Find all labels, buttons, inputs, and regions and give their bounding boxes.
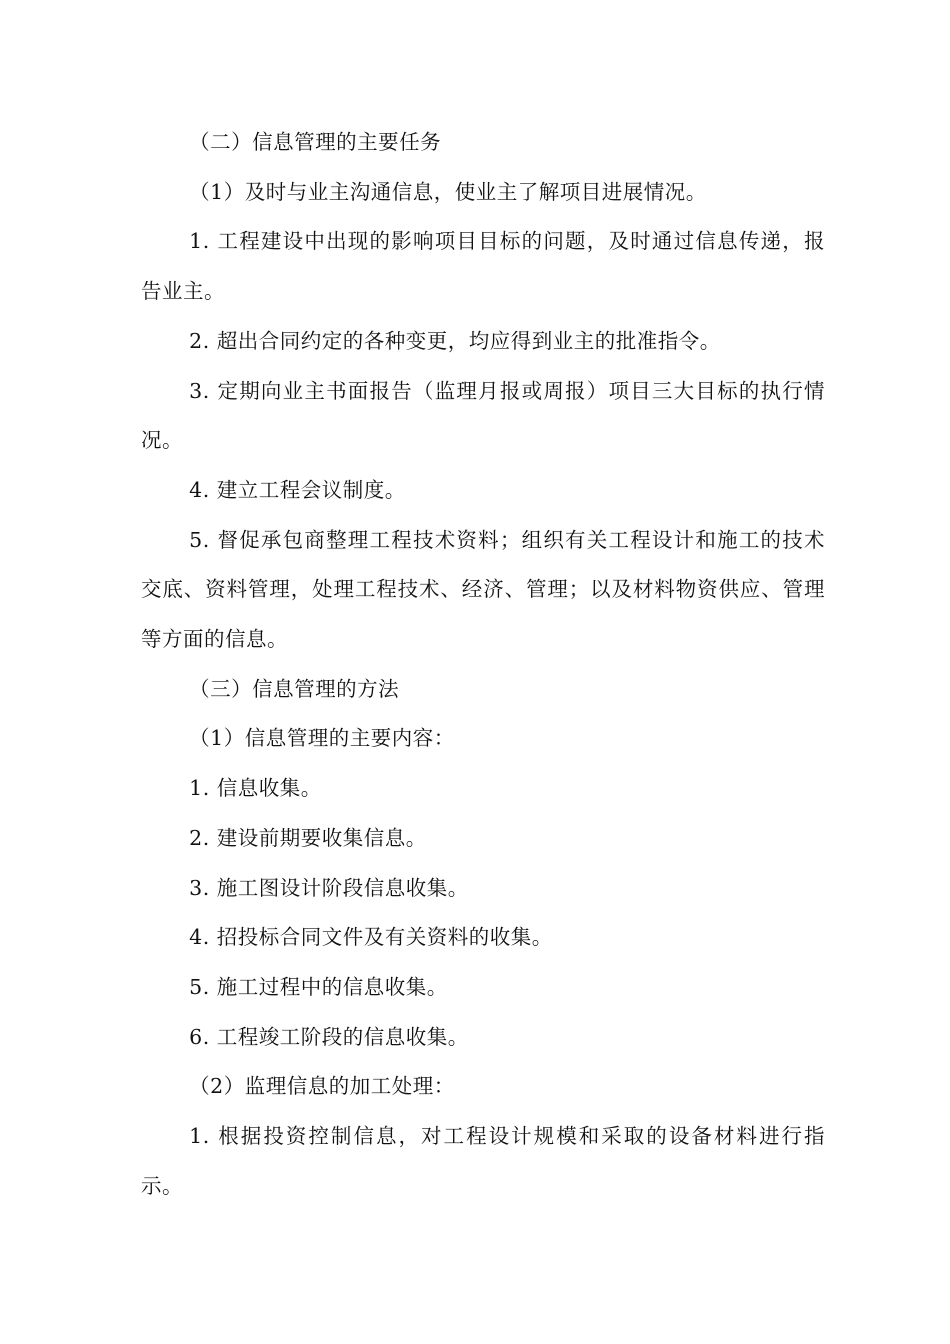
list-item: 1. 根据投资控制信息，对工程设计规模和采取的设备材料进行指示。 [141,1124,825,1198]
subheading-communicate: （1）及时与业主沟通信息，使业主了解项目进展情况。 [189,179,707,204]
list-item: 1. 工程建设中出现的影响项目目标的问题，及时通过信息传递，报告业主。 [141,229,825,304]
section-heading-tasks: （二）信息管理的主要任务 [189,130,442,154]
list-item: 2. 建设前期要收集信息。 [189,825,427,850]
list-item: 3. 定期向业主书面报告（监理月报或周报）项目三大目标的执行情况。 [141,378,825,453]
list-item: 5. 督促承包商整理工程技术资料；组织有关工程设计和施工的技术交底、资料管理，处理工程技术、经济、管理；以及材料物资供应、管理等方面的信息。 [141,527,825,652]
list-item: 1. 信息收集。 [189,776,322,801]
list-item: 3. 施工图设计阶段信息收集。 [189,875,469,900]
document-body [141,118,825,1211]
list-item: 2. 超出合同约定的各种变更，均应得到业主的批准指令。 [189,328,721,353]
list-item: 6. 工程竣工阶段的信息收集。 [189,1024,469,1049]
subheading-processing: （2）监理信息的加工处理： [189,1074,455,1099]
list-item: 4. 建立工程会议制度。 [189,477,406,502]
list-item: 5. 施工过程中的信息收集。 [189,974,448,999]
section-heading-methods: （三）信息管理的方法 [189,676,400,701]
list-item: 4. 招投标合同文件及有关资料的收集。 [189,925,553,950]
subheading-main-content: （1）信息管理的主要内容： [189,726,455,751]
